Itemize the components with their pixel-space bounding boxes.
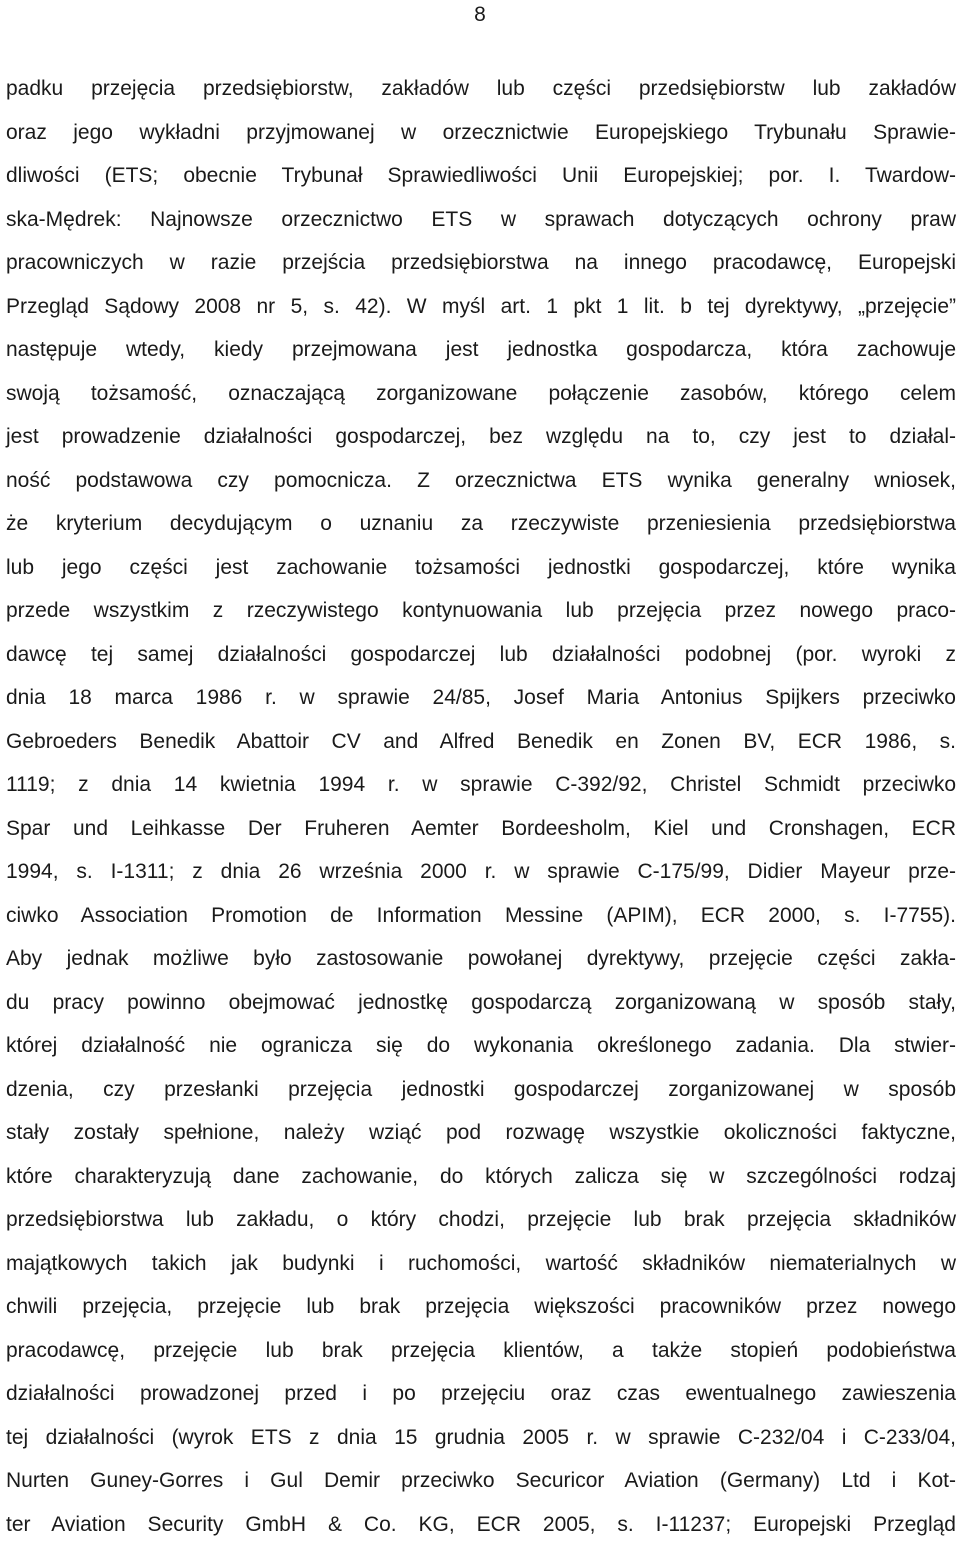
text-line: dnia 18 marca 1986 r. w sprawie 24/85, Josef Maria Antonius Spijkers przeciwko [6,676,956,720]
text-line: przede wszystkim z rzeczywistego kontynuowania lub przejęcia przez nowego praco- [6,589,956,633]
text-line: 1119; z dnia 14 kwietnia 1994 r. w sprawie C-392/92, Christel Schmidt przeciwko [6,763,956,807]
text-line: dzenia, czy przesłanki przejęcia jednostki gospodarczej zorganizowanej w sposób [6,1068,956,1112]
text-line: następuje wtedy, kiedy przejmowana jest jednostka gospodarcza, która zachowuje [6,328,956,372]
text-line: pracowniczych w razie przejścia przedsiębiorstwa na innego pracodawcę, Europejski [6,241,956,285]
text-line: chwili przejęcia, przejęcie lub brak przejęcia większości pracowników przez nowego [6,1285,956,1329]
text-line: majątkowych takich jak budynki i ruchomości, wartość składników niematerialnych w [6,1242,956,1286]
text-line: przedsiębiorstwa lub zakładu, o który chodzi, przejęcie lub brak przejęcia składników [6,1198,956,1242]
text-line: że kryterium decydującym o uznaniu za rzeczywiste przeniesienia przedsiębiorstwa [6,502,956,546]
text-line: Spar und Leihkasse Der Fruheren Aemter Bordeesholm, Kiel und Cronshagen, ECR [6,807,956,851]
text-line: ciwko Association Promotion de Information Messine (APIM), ECR 2000, s. I-7755). [6,894,956,938]
text-line: której działalność nie ogranicza się do wykonania określonego zadania. Dla stwier- [6,1024,956,1068]
text-line: Nurten Guney-Gorres i Gul Demir przeciwko Securicor Aviation (Germany) Ltd i Kot- [6,1459,956,1503]
text-line: Aby jednak możliwe było zastosowanie powołanej dyrektywy, przejęcie części zakła- [6,937,956,981]
text-line: ność podstawowa czy pomocnicza. Z orzecznictwa ETS wynika generalny wniosek, [6,459,956,503]
text-line: Przegląd Sądowy 2008 nr 5, s. 42). W myśl art. 1 pkt 1 lit. b tej dyrektywy, „przejęcie” [6,285,956,329]
text-line: Gebroeders Benedik Abattoir CV and Alfred Benedik en Zonen BV, ECR 1986, s. [6,720,956,764]
text-line: działalności prowadzonej przed i po przejęciu oraz czas ewentualnego zawieszenia [6,1372,956,1416]
text-line: ter Aviation Security GmbH & Co. KG, ECR 2005, s. I-11237; Europejski Przegląd [6,1503,956,1546]
text-line: lub jego części jest zachowanie tożsamości jednostki gospodarczej, które wynika [6,546,956,590]
text-line: 1994, s. I-1311; z dnia 26 września 2000 r. w sprawie C-175/99, Didier Mayeur prze- [6,850,956,894]
page-number: 8 [0,2,960,28]
text-line: swoją tożsamość, oznaczającą zorganizowane połączenie zasobów, którego celem [6,372,956,416]
text-line: jest prowadzenie działalności gospodarczej, bez względu na to, czy jest to działal- [6,415,956,459]
text-line: oraz jego wykładni przyjmowanej w orzecznictwie Europejskiego Trybunału Sprawie- [6,111,956,155]
text-line: dawcę tej samej działalności gospodarczej lub działalności podobnej (por. wyroki z [6,633,956,677]
text-line: dliwości (ETS; obecnie Trybunał Sprawiedliwości Unii Europejskiej; por. I. Twardow- [6,154,956,198]
text-line: które charakteryzują dane zachowanie, do których zalicza się w szczególności rodzaj [6,1155,956,1199]
text-line: du pracy powinno obejmować jednostkę gospodarczą zorganizowaną w sposób stały, [6,981,956,1025]
text-line: padku przejęcia przedsiębiorstw, zakładów lub części przedsiębiorstw lub zakładów [6,67,956,111]
text-line: ska-Mędrek: Najnowsze orzecznictwo ETS w sprawach dotyczących ochrony praw [6,198,956,242]
text-line: stały zostały spełnione, należy wziąć pod rozwagę wszystkie okoliczności faktyczne, [6,1111,956,1155]
text-line: tej działalności (wyrok ETS z dnia 15 grudnia 2005 r. w sprawie C-232/04 i C-233/04, [6,1416,956,1460]
text-line: pracodawcę, przejęcie lub brak przejęcia klientów, a także stopień podobieństwa [6,1329,956,1373]
body-text [6,67,956,1546]
